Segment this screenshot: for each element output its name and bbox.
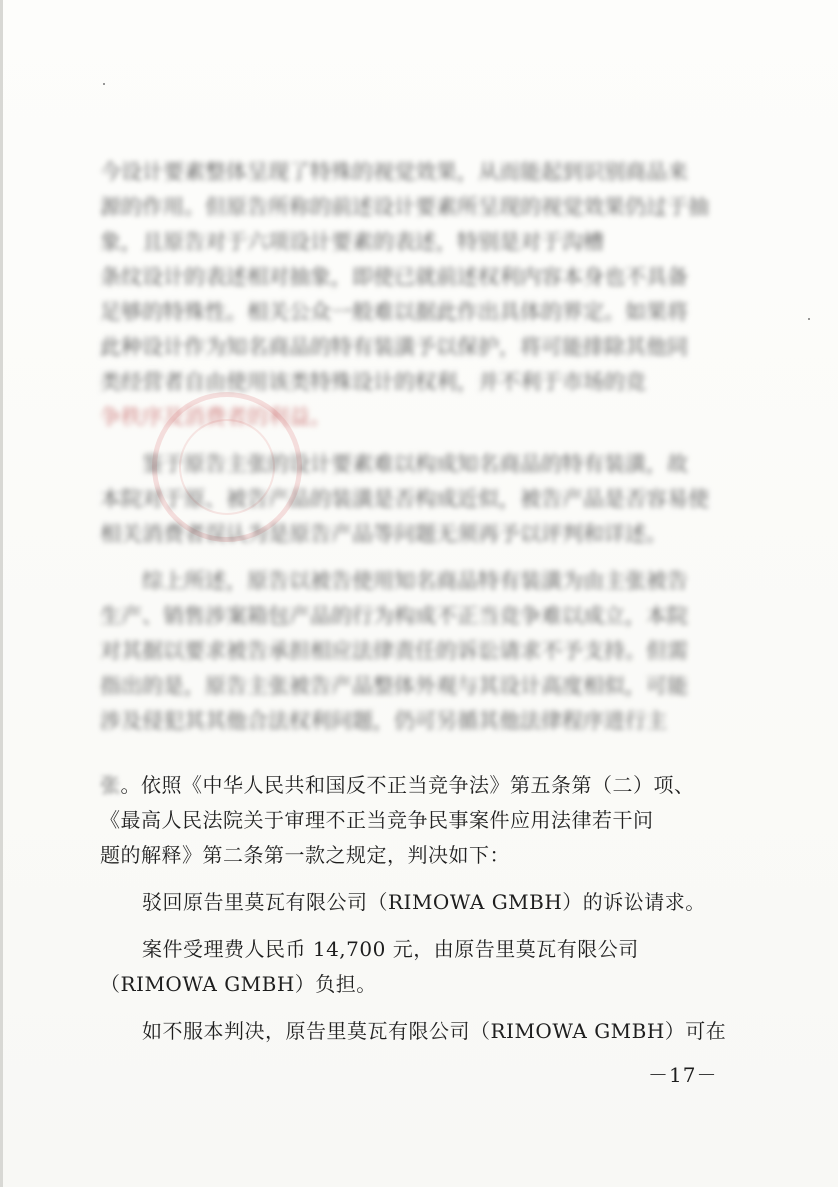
redacted-line: 指出的是，原告主张被告产品整体外观与其设计高度相似，可能 xyxy=(100,674,688,698)
redacted-line: 综上所述，原告以被告使用知名商品特有装潢为由主张被告 xyxy=(142,569,688,593)
redacted-line: 象，且原告对于六项设计要素的表述，特别是对于沟槽 xyxy=(100,230,604,254)
redacted-line: 涉及侵犯其其他合法权利问题，仍可另循其他法律程序进行主 xyxy=(100,709,667,733)
judgment-text xyxy=(100,768,725,1049)
text-line xyxy=(100,768,725,803)
page-edge xyxy=(0,0,3,1187)
scan-speck xyxy=(808,318,810,320)
redacted-line: 类经营者自由使用该类特殊设计的权利，并不利于市场的竞 xyxy=(100,370,646,394)
scan-speck xyxy=(103,83,105,85)
page-number: －17－ xyxy=(648,1063,718,1087)
redacted-line: 源的作用。但原告所称的前述设计要素所呈现的视觉效果仍过于抽 xyxy=(100,195,709,219)
court-fee-line: （RIMOWA GMBH）负担。 xyxy=(100,972,377,996)
redacted-line: 今设计要素整体呈现了特殊的视觉效果，从而能起到识别商品来 xyxy=(100,160,688,184)
text-line: 《最高人民法院关于审理不正当竞争民事案件应用法律若干问 xyxy=(100,808,654,832)
redacted-line: 生产、销售涉案箱包产品的行为构成不正当竞争难以成立，本院 xyxy=(100,604,688,628)
appeal-notice: 如不服本判决，原告里莫瓦有限公司（RIMOWA GMBH）可在 xyxy=(142,1019,727,1043)
redacted-line: 相关消费者误认为是原告产品等问题无须再予以评判和详述。 xyxy=(100,522,667,546)
text-line: 题的解释》第二条第一款之规定，判决如下： xyxy=(100,843,510,867)
redacted-line: 本院对于原、被告产品的装潢是否构成近似，被告产品是否容易使 xyxy=(100,487,709,511)
redacted-line: 对其据以要求被告承担相应法律责任的诉讼请求不予支持。但需 xyxy=(100,639,688,663)
redacted-line: 争秩序及消费者的利益。 xyxy=(100,405,331,429)
redacted-line: 此种设计作为知名商品的特有装潢予以保护，将可能排除其他同 xyxy=(100,335,688,359)
redacted-line: 条纹设计的表述相对抽象，即使已就前述权利内容本身也不具备 xyxy=(100,265,688,289)
redacted-line: 鉴于原告主张的设计要素难以构成知名商品的特有装潢，故 xyxy=(142,452,688,476)
redacted-text-block xyxy=(100,155,725,739)
statute-reference: 。依照《中华人民共和国反不正当竞争法》第五条第（二）项、 xyxy=(120,773,695,797)
judgment-ruling: 驳回原告里莫瓦有限公司（RIMOWA GMBH）的诉讼请求。 xyxy=(142,890,706,914)
court-fee-line: 案件受理费人民币 14,700 元，由原告里莫瓦有限公司 xyxy=(142,937,639,961)
redacted-line: 足够的特殊性。相关公众一般难以据此作出具体的界定。如果将 xyxy=(100,300,688,324)
redacted-fragment: 张 xyxy=(100,773,121,797)
